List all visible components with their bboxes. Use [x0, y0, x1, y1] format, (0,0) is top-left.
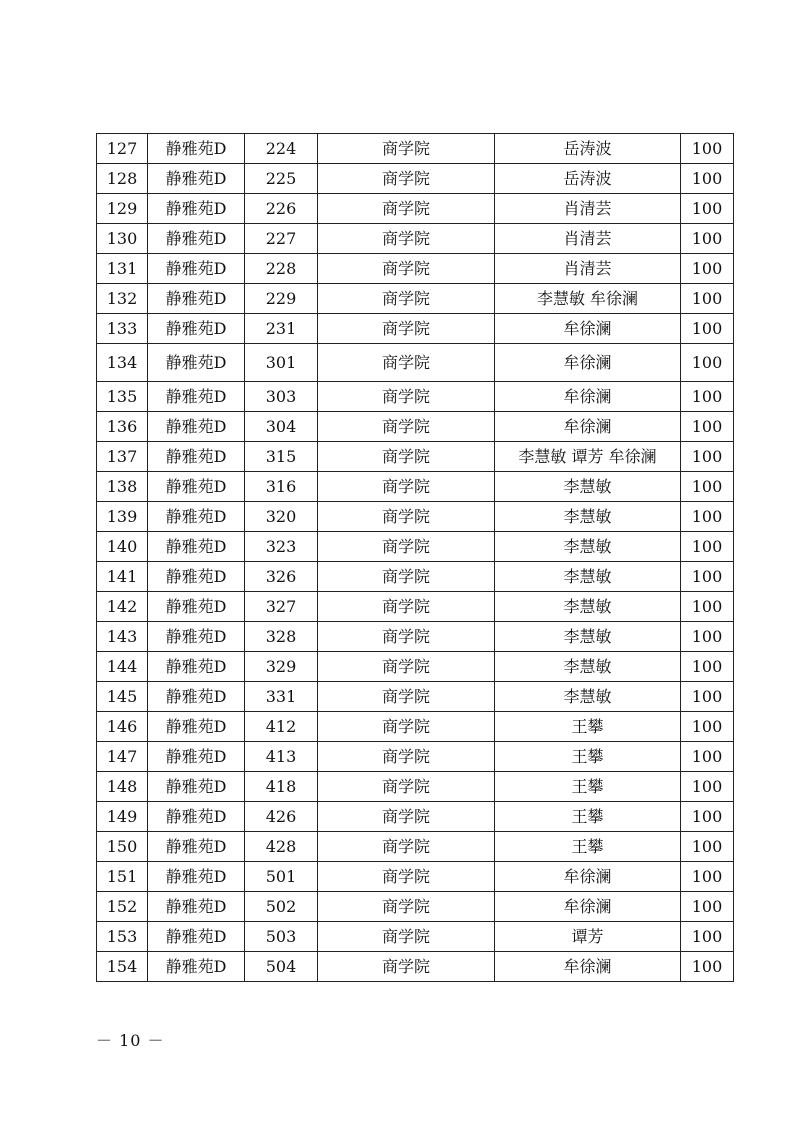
- counselor-cell: 牟徐澜: [495, 892, 681, 922]
- score-cell: 100: [681, 164, 734, 194]
- score-cell: 100: [681, 412, 734, 442]
- table-row: [97, 712, 734, 742]
- counselor-cell: 牟徐澜: [495, 344, 681, 382]
- counselor-cell: 李慧敏: [495, 592, 681, 622]
- row-number-cell: 148: [97, 772, 148, 802]
- row-number-cell: 147: [97, 742, 148, 772]
- score-cell: 100: [681, 442, 734, 472]
- row-number-cell: 138: [97, 472, 148, 502]
- score-cell: 100: [681, 682, 734, 712]
- college-cell: 商学院: [318, 532, 495, 562]
- table-row: [97, 892, 734, 922]
- counselor-cell: 王攀: [495, 712, 681, 742]
- row-number-cell: 143: [97, 622, 148, 652]
- building-cell: 静雅苑D: [148, 314, 245, 344]
- score-cell: 100: [681, 382, 734, 412]
- room-cell: 320: [245, 502, 318, 532]
- building-cell: 静雅苑D: [148, 772, 245, 802]
- score-cell: 100: [681, 224, 734, 254]
- counselor-cell: 牟徐澜: [495, 382, 681, 412]
- counselor-cell: 肖清芸: [495, 224, 681, 254]
- score-cell: 100: [681, 472, 734, 502]
- row-number-cell: 145: [97, 682, 148, 712]
- room-cell: 412: [245, 712, 318, 742]
- college-cell: 商学院: [318, 922, 495, 952]
- score-cell: 100: [681, 862, 734, 892]
- counselor-cell: 李慧敏: [495, 622, 681, 652]
- room-cell: 501: [245, 862, 318, 892]
- college-cell: 商学院: [318, 892, 495, 922]
- room-cell: 304: [245, 412, 318, 442]
- building-cell: 静雅苑D: [148, 284, 245, 314]
- college-cell: 商学院: [318, 862, 495, 892]
- building-cell: 静雅苑D: [148, 254, 245, 284]
- room-cell: 329: [245, 652, 318, 682]
- counselor-cell: 岳涛波: [495, 134, 681, 164]
- room-cell: 301: [245, 344, 318, 382]
- row-number-cell: 131: [97, 254, 148, 284]
- college-cell: 商学院: [318, 224, 495, 254]
- college-cell: 商学院: [318, 164, 495, 194]
- table-row: [97, 254, 734, 284]
- building-cell: 静雅苑D: [148, 382, 245, 412]
- building-cell: 静雅苑D: [148, 344, 245, 382]
- building-cell: 静雅苑D: [148, 652, 245, 682]
- score-cell: 100: [681, 592, 734, 622]
- score-cell: 100: [681, 502, 734, 532]
- room-cell: 316: [245, 472, 318, 502]
- table-row: [97, 224, 734, 254]
- college-cell: 商学院: [318, 622, 495, 652]
- building-cell: 静雅苑D: [148, 922, 245, 952]
- row-number-cell: 134: [97, 344, 148, 382]
- score-cell: 100: [681, 134, 734, 164]
- row-number-cell: 128: [97, 164, 148, 194]
- row-number-cell: 137: [97, 442, 148, 472]
- table-row: [97, 772, 734, 802]
- counselor-cell: 王攀: [495, 772, 681, 802]
- table-row: [97, 314, 734, 344]
- table-row: [97, 344, 734, 382]
- room-cell: 326: [245, 562, 318, 592]
- room-cell: 503: [245, 922, 318, 952]
- building-cell: 静雅苑D: [148, 742, 245, 772]
- room-cell: 226: [245, 194, 318, 224]
- college-cell: 商学院: [318, 194, 495, 224]
- table-row: [97, 412, 734, 442]
- score-cell: 100: [681, 254, 734, 284]
- building-cell: 静雅苑D: [148, 592, 245, 622]
- counselor-cell: 王攀: [495, 802, 681, 832]
- score-cell: 100: [681, 952, 734, 982]
- counselor-cell: 岳涛波: [495, 164, 681, 194]
- building-cell: 静雅苑D: [148, 682, 245, 712]
- counselor-cell: 牟徐澜: [495, 952, 681, 982]
- counselor-cell: 李慧敏 谭芳 牟徐澜: [495, 442, 681, 472]
- room-cell: 228: [245, 254, 318, 284]
- college-cell: 商学院: [318, 344, 495, 382]
- college-cell: 商学院: [318, 502, 495, 532]
- counselor-cell: 谭芳: [495, 922, 681, 952]
- table-row: [97, 502, 734, 532]
- building-cell: 静雅苑D: [148, 472, 245, 502]
- room-cell: 328: [245, 622, 318, 652]
- row-number-cell: 151: [97, 862, 148, 892]
- row-number-cell: 154: [97, 952, 148, 982]
- row-number-cell: 150: [97, 832, 148, 862]
- college-cell: 商学院: [318, 952, 495, 982]
- room-cell: 428: [245, 832, 318, 862]
- building-cell: 静雅苑D: [148, 412, 245, 442]
- college-cell: 商学院: [318, 382, 495, 412]
- score-cell: 100: [681, 314, 734, 344]
- counselor-cell: 王攀: [495, 832, 681, 862]
- building-cell: 静雅苑D: [148, 532, 245, 562]
- row-number-cell: 141: [97, 562, 148, 592]
- table-row: [97, 622, 734, 652]
- building-cell: 静雅苑D: [148, 712, 245, 742]
- row-number-cell: 152: [97, 892, 148, 922]
- college-cell: 商学院: [318, 562, 495, 592]
- score-cell: 100: [681, 652, 734, 682]
- table-body: [97, 134, 734, 982]
- room-cell: 224: [245, 134, 318, 164]
- building-cell: 静雅苑D: [148, 134, 245, 164]
- dormitory-score-table: [96, 133, 734, 982]
- table-row: [97, 952, 734, 982]
- table-row: [97, 682, 734, 712]
- counselor-cell: 李慧敏: [495, 562, 681, 592]
- table-row: [97, 592, 734, 622]
- row-number-cell: 135: [97, 382, 148, 412]
- room-cell: 231: [245, 314, 318, 344]
- building-cell: 静雅苑D: [148, 862, 245, 892]
- counselor-cell: 李慧敏: [495, 652, 681, 682]
- college-cell: 商学院: [318, 682, 495, 712]
- row-number-cell: 132: [97, 284, 148, 314]
- score-cell: 100: [681, 284, 734, 314]
- college-cell: 商学院: [318, 832, 495, 862]
- row-number-cell: 144: [97, 652, 148, 682]
- row-number-cell: 153: [97, 922, 148, 952]
- building-cell: 静雅苑D: [148, 832, 245, 862]
- room-cell: 303: [245, 382, 318, 412]
- table-row: [97, 382, 734, 412]
- room-cell: 502: [245, 892, 318, 922]
- room-cell: 225: [245, 164, 318, 194]
- row-number-cell: 142: [97, 592, 148, 622]
- table-row: [97, 802, 734, 832]
- building-cell: 静雅苑D: [148, 442, 245, 472]
- counselor-cell: 牟徐澜: [495, 314, 681, 344]
- row-number-cell: 140: [97, 532, 148, 562]
- counselor-cell: 李慧敏: [495, 472, 681, 502]
- room-cell: 323: [245, 532, 318, 562]
- row-number-cell: 139: [97, 502, 148, 532]
- college-cell: 商学院: [318, 254, 495, 284]
- room-cell: 331: [245, 682, 318, 712]
- counselor-cell: 牟徐澜: [495, 862, 681, 892]
- table-row: [97, 652, 734, 682]
- score-cell: 100: [681, 742, 734, 772]
- counselor-cell: 牟徐澜: [495, 412, 681, 442]
- score-cell: 100: [681, 832, 734, 862]
- room-cell: 315: [245, 442, 318, 472]
- row-number-cell: 146: [97, 712, 148, 742]
- college-cell: 商学院: [318, 772, 495, 802]
- score-cell: 100: [681, 532, 734, 562]
- college-cell: 商学院: [318, 742, 495, 772]
- college-cell: 商学院: [318, 442, 495, 472]
- building-cell: 静雅苑D: [148, 622, 245, 652]
- table-row: [97, 472, 734, 502]
- college-cell: 商学院: [318, 712, 495, 742]
- row-number-cell: 130: [97, 224, 148, 254]
- college-cell: 商学院: [318, 284, 495, 314]
- score-cell: 100: [681, 344, 734, 382]
- building-cell: 静雅苑D: [148, 164, 245, 194]
- room-cell: 327: [245, 592, 318, 622]
- table-row: [97, 832, 734, 862]
- table-row: [97, 562, 734, 592]
- room-cell: 504: [245, 952, 318, 982]
- building-cell: 静雅苑D: [148, 502, 245, 532]
- score-cell: 100: [681, 194, 734, 224]
- room-cell: 418: [245, 772, 318, 802]
- building-cell: 静雅苑D: [148, 194, 245, 224]
- score-cell: 100: [681, 562, 734, 592]
- table-row: [97, 194, 734, 224]
- score-cell: 100: [681, 622, 734, 652]
- counselor-cell: 肖清芸: [495, 254, 681, 284]
- room-cell: 227: [245, 224, 318, 254]
- page-number: － 10 －: [96, 1031, 165, 1050]
- table-row: [97, 442, 734, 472]
- score-cell: 100: [681, 892, 734, 922]
- score-cell: 100: [681, 712, 734, 742]
- building-cell: 静雅苑D: [148, 802, 245, 832]
- row-number-cell: 149: [97, 802, 148, 832]
- score-cell: 100: [681, 772, 734, 802]
- counselor-cell: 李慧敏: [495, 682, 681, 712]
- building-cell: 静雅苑D: [148, 224, 245, 254]
- building-cell: 静雅苑D: [148, 562, 245, 592]
- table-row: [97, 742, 734, 772]
- room-cell: 229: [245, 284, 318, 314]
- building-cell: 静雅苑D: [148, 952, 245, 982]
- score-cell: 100: [681, 922, 734, 952]
- table-row: [97, 922, 734, 952]
- college-cell: 商学院: [318, 314, 495, 344]
- table-row: [97, 164, 734, 194]
- score-cell: 100: [681, 802, 734, 832]
- row-number-cell: 133: [97, 314, 148, 344]
- row-number-cell: 127: [97, 134, 148, 164]
- row-number-cell: 129: [97, 194, 148, 224]
- college-cell: 商学院: [318, 472, 495, 502]
- counselor-cell: 李慧敏 牟徐澜: [495, 284, 681, 314]
- counselor-cell: 李慧敏: [495, 502, 681, 532]
- room-cell: 426: [245, 802, 318, 832]
- counselor-cell: 肖清芸: [495, 194, 681, 224]
- room-cell: 413: [245, 742, 318, 772]
- row-number-cell: 136: [97, 412, 148, 442]
- college-cell: 商学院: [318, 134, 495, 164]
- table-row: [97, 134, 734, 164]
- college-cell: 商学院: [318, 652, 495, 682]
- college-cell: 商学院: [318, 412, 495, 442]
- table-row: [97, 532, 734, 562]
- building-cell: 静雅苑D: [148, 892, 245, 922]
- table-row: [97, 862, 734, 892]
- table-row: [97, 284, 734, 314]
- counselor-cell: 李慧敏: [495, 532, 681, 562]
- college-cell: 商学院: [318, 802, 495, 832]
- counselor-cell: 王攀: [495, 742, 681, 772]
- college-cell: 商学院: [318, 592, 495, 622]
